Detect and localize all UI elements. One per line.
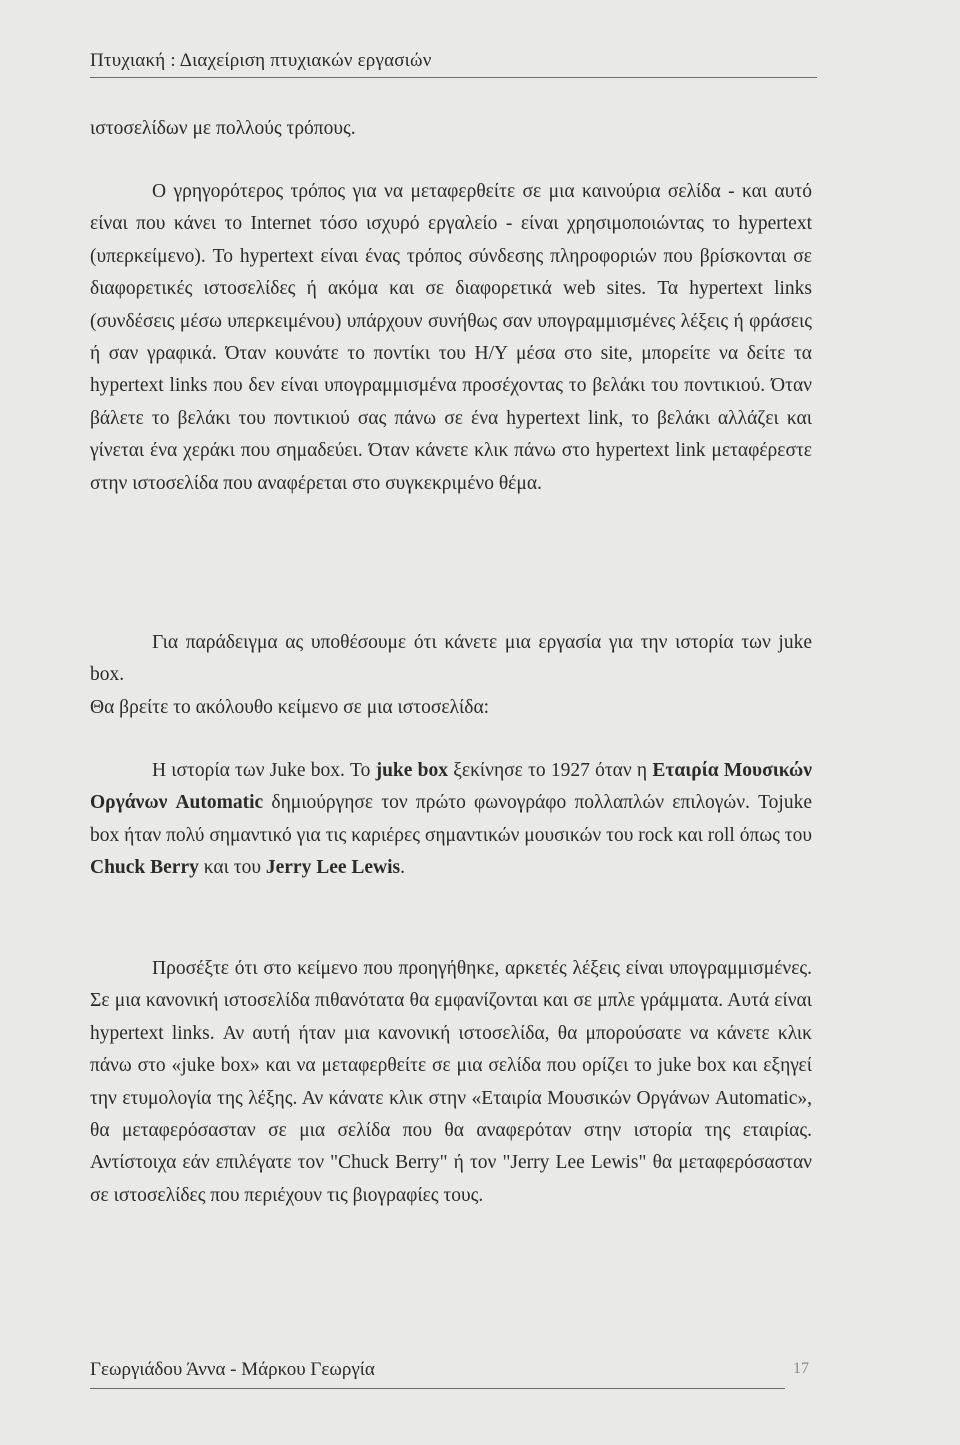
example-text-3: δημιούργησε τον πρώτο φωνογράφο πολλαπλών επιλογών. Tojuke box ήταν πολύ σημαντικό για τις καριέρες σημαντικών μουσικών του rock και roll όπως του bbox=[90, 792, 812, 846]
example-source-line: Θα βρείτε το ακόλουθο κείμενο σε μια ιστοσελίδα: bbox=[90, 696, 490, 718]
paragraph-links-explained bbox=[90, 953, 812, 1212]
example-quote bbox=[90, 755, 812, 885]
paragraph-example-intro bbox=[90, 627, 812, 724]
example-text-1: Η ιστορία των Juke box. Το bbox=[152, 760, 376, 781]
footer-authors: Γεωργιάδου Άννα - Μάρκου Γεωργία bbox=[90, 1359, 375, 1380]
example-term-chuck-berry: Chuck Berry bbox=[90, 857, 199, 879]
paragraph-1-text: Ο γρηγορότερος τρόπος για να μεταφερθείτε σε μια καινούρια σελίδα - και αυτό είναι που κάνει το Internet τόσο ισχυρό εργαλείο - είναι χρησιμοποιώντας το hypertext (υπερκείμενο). Το hypertext είναι ένας τρόπος σύνδεσης πληροφοριών που βρίσκονται σε διαφορετικές ιστοσελίδες ή ακόμα και σε διαφορετικά web sites. Τα hypertext links (συνδέσεις μέσω υπερκειμένου) υπάρχουν συνήθως σαν υπογραμμισμένες λέξεις ή φράσεις ή σαν γραφικά. Όταν κουνάτε το ποντίκι του Η/Υ μέσα στο site, μπορείτε να δείτε τα hypertext links που δεν είναι υπογραμμισμένα προσέχοντας το βελάκι του ποντικιού. Όταν βάλετε το βελάκι του ποντικιού σας πάνω σε ένα hypertext link, το βελάκι αλλάζει και γίνεται ένα χεράκι που σημαδεύει. Όταν κάνετε κλικ πάνω στο hypertext link μεταφέρεστε στην ιστοσελίδα που αναφέρεται στο συγκεκριμένο θέμα. bbox=[90, 181, 812, 494]
paragraph-4-text: Προσέξτε ότι στο κείμενο που προηγήθηκε, αρκετές λέξεις είναι υπογραμμισμένες. Σε μια κανονική ιστοσελίδα πιθανότατα θα εμφανίζονται και σε μπλε γράμματα. Αυτά είναι hypertext links. Αν αυτή ήταν μια κανονική ιστοσελίδα, θα μπορούσατε να κάνετε κλικ πάνω στο «juke box» και να μεταφερθείτε σε μια σελίδα που ορίζει το juke box και εξηγεί την ετυμολογία της λέξης. Αν κάνατε κλικ στην «Εταιρία Μουσικών Οργάνων Automatic», θα μεταφερόσασταν σε μια σελίδα που θα αναφερόταν στην ιστορία της εταιρίας. Αντίστοιχα εάν επιλέγατε τον "Chuck Berry" ή τον "Jerry Lee Lewis" θα μεταφερόσασταν σε ιστοσελίδες που περιέχουν τις βιογραφίες τους. bbox=[90, 958, 812, 1206]
example-intro-line: Για παράδειγμα ας υποθέσουμε ότι κάνετε μια εργασία για την ιστορία των juke box. bbox=[90, 632, 812, 686]
example-text-5: . bbox=[400, 857, 406, 879]
running-header: Πτυχιακή : Διαχείριση πτυχιακών εργασιών bbox=[90, 50, 432, 71]
page-number: 17 bbox=[793, 1360, 809, 1377]
header-rule bbox=[90, 77, 817, 78]
example-term-juke-box: juke box bbox=[375, 760, 448, 781]
continuation-line: ιστοσελίδων με πολλούς τρόπους. bbox=[90, 118, 356, 139]
example-text-4: και του bbox=[198, 857, 266, 879]
example-term-company: Εταιρία Μουσικών Οργάνων Automatic bbox=[90, 760, 813, 814]
continuation-text bbox=[90, 113, 812, 145]
paragraph-hypertext bbox=[90, 176, 812, 500]
example-quote-text bbox=[90, 755, 812, 885]
footer-rule bbox=[90, 1388, 785, 1389]
example-text-2: ξεκίνησε το 1927 όταν η bbox=[447, 760, 653, 781]
example-term-jerry-lee-lewis: Jerry Lee Lewis bbox=[265, 857, 401, 879]
